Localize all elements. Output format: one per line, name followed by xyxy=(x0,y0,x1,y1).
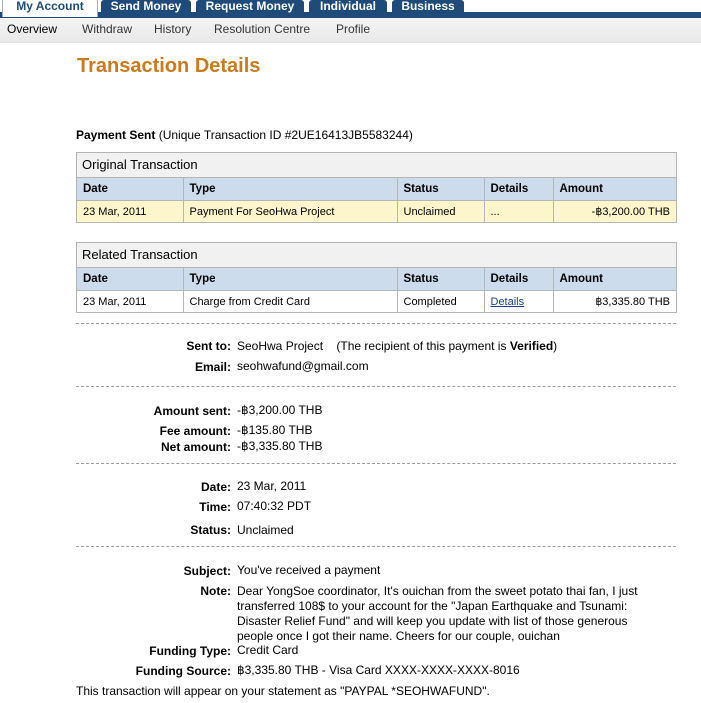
subtab-resolution-centre[interactable]: Resolution Centre xyxy=(214,22,311,36)
tab-request-money[interactable]: Request Money xyxy=(196,0,304,14)
net-amount-value: -฿3,335.80 THB xyxy=(237,439,323,453)
statement-notice: This transaction will appear on your statement as "PAYPAL *SEOHWAFUND". xyxy=(76,684,490,698)
payment-summary xyxy=(76,128,413,142)
table-row xyxy=(77,291,676,313)
cell-status: Completed xyxy=(397,291,484,313)
recipient-info xyxy=(237,339,557,353)
amount-sent-label: Amount sent: xyxy=(153,404,231,418)
tab-send-money[interactable]: Send Money xyxy=(101,0,191,14)
cell-status: Unclaimed xyxy=(397,201,484,223)
page-title: Transaction Details xyxy=(77,55,261,77)
sub-navigation xyxy=(0,18,701,42)
recipient-note-suffix: ) xyxy=(553,339,558,353)
time-value: 07:40:32 PDT xyxy=(237,499,312,513)
related-transaction-caption: Related Transaction xyxy=(77,243,676,268)
cell-type: Payment For SeoHwa Project xyxy=(183,201,397,223)
cell-date: 23 Mar, 2011 xyxy=(77,201,183,223)
tab-business[interactable]: Business xyxy=(392,0,464,14)
column-header-date: Date xyxy=(77,268,183,291)
column-header-type: Type xyxy=(183,178,397,201)
subtab-overview[interactable]: Overview xyxy=(7,22,58,36)
funding-source-label: Funding Source: xyxy=(135,664,231,678)
time-label: Time: xyxy=(199,500,231,514)
cell-amount: ฿3,335.80 THB xyxy=(553,291,676,313)
column-header-amount: Amount xyxy=(553,178,676,201)
tab-individual[interactable]: Individual xyxy=(309,0,387,14)
transaction-id: (Unique Transaction ID #2UE16413JB5583244) xyxy=(158,128,413,142)
table-row xyxy=(77,201,676,223)
column-header-details: Details xyxy=(484,268,553,291)
tab-my-account[interactable]: My Account xyxy=(2,0,98,17)
date-value: 23 Mar, 2011 xyxy=(237,479,307,493)
funding-type-label: Funding Type: xyxy=(149,644,231,658)
cell-date: 23 Mar, 2011 xyxy=(77,291,183,313)
subtab-withdraw[interactable]: Withdraw xyxy=(82,22,133,36)
cell-amount: -฿3,200.00 THB xyxy=(553,201,676,223)
recipient-note-prefix: (The recipient of this payment is xyxy=(336,339,510,353)
column-header-status: Status xyxy=(397,268,484,291)
email-value: seohwafund@gmail.com xyxy=(237,359,369,373)
verified-status: Verified xyxy=(509,339,554,353)
subtab-history[interactable]: History xyxy=(154,22,192,36)
funding-type-value: Credit Card xyxy=(237,643,299,657)
status-label: Status: xyxy=(190,523,231,537)
column-header-type: Type xyxy=(183,268,397,291)
note-value: Dear YongSoe coordinator, It's ouichan from the sweet potato thai fan, I just transferred 108$ to your account for the "Japan Earthquake and Tsunami: Disaster Relief Fund" and will keep you update with list of those generous people once I got their name. Cheers for our couple, ouichan xyxy=(237,584,638,643)
net-amount-label: Net amount: xyxy=(161,440,231,454)
top-navigation xyxy=(0,0,701,18)
column-header-details: Details xyxy=(484,178,553,201)
payment-type-label: Payment Sent xyxy=(76,128,156,142)
recipient-name: SeoHwa Project xyxy=(237,339,324,353)
divider xyxy=(76,323,676,324)
note-label: Note: xyxy=(200,584,231,598)
divider xyxy=(76,546,676,547)
divider xyxy=(76,386,676,387)
column-header-amount: Amount xyxy=(553,268,676,291)
subtab-profile[interactable]: Profile xyxy=(336,22,371,36)
details-link[interactable]: Details xyxy=(490,295,525,308)
subject-value: You've received a payment xyxy=(237,563,381,577)
fee-amount-label: Fee amount: xyxy=(159,424,231,438)
cell-details xyxy=(484,291,553,313)
original-transaction-table xyxy=(76,152,677,223)
divider xyxy=(76,463,676,464)
amount-sent-value: -฿3,200.00 THB xyxy=(237,403,323,417)
funding-source-value: ฿3,335.80 THB - Visa Card XXXX-XXXX-XXXX-8016 xyxy=(237,663,520,677)
related-transaction-table xyxy=(76,242,677,313)
column-header-date: Date xyxy=(77,178,183,201)
column-header-status: Status xyxy=(397,178,484,201)
original-transaction-caption: Original Transaction xyxy=(77,153,676,178)
fee-amount-value: -฿135.80 THB xyxy=(237,423,313,437)
email-label: Email: xyxy=(194,360,231,374)
subject-label: Subject: xyxy=(183,564,231,578)
date-label: Date: xyxy=(200,480,231,494)
cell-details: ... xyxy=(484,201,553,223)
sent-to-label: Sent to: xyxy=(186,339,231,353)
sub-navigation-divider xyxy=(0,41,701,43)
status-value: Unclaimed xyxy=(237,523,294,537)
cell-type: Charge from Credit Card xyxy=(183,291,397,313)
